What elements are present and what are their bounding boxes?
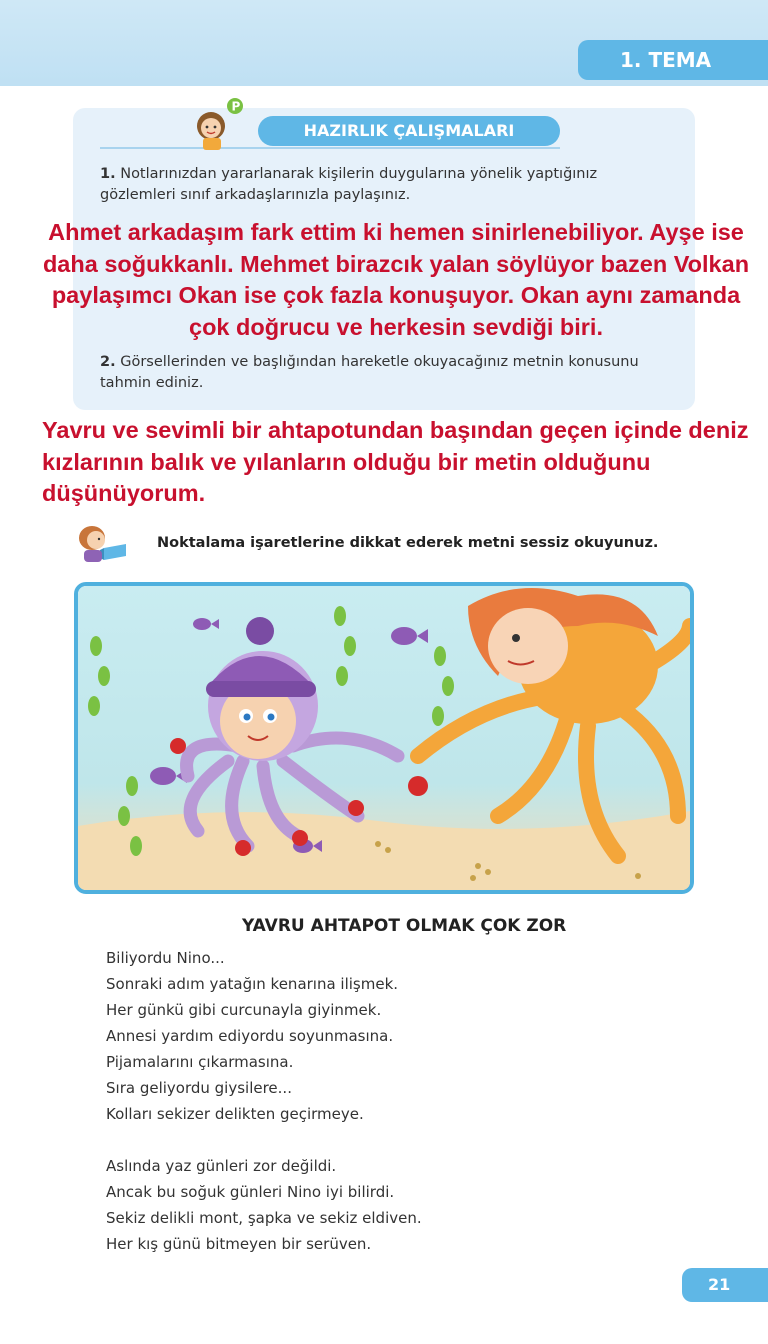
poem-title: YAVRU AHTAPOT OLMAK ÇOK ZOR: [242, 916, 567, 936]
poem-line: Ancak bu soğuk günleri Nino iyi bilirdi.: [106, 1183, 395, 1201]
poem-line: Sonraki adım yatağın kenarına ilişmek.: [106, 975, 399, 993]
reading-girl-icon: [70, 520, 132, 564]
poem-line: Sekiz delikli mont, şapka ve sekiz eldiven.: [106, 1209, 422, 1227]
question-1-text: Notlarınızdan yararlanarak kişilerin duygularına yönelik yaptığınız gözlemleri sınıf arkadaşlarınızla paylaşınız.: [100, 166, 598, 203]
poem-line: Annesi yardım ediyordu soyunmasına.: [106, 1027, 394, 1045]
handwritten-answer-1: Ahmet arkadaşım fark ettim ki hemen sinirlenebiliyor. Ayşe ise daha soğukkanlı. Mehmet birazcık yalan söylüyor bazen Volkan paylaşımcı Okan ise çok fazla konuşuyor. Okan aynı zamanda çok doğrucu ve herkesin sevdiği biri.: [42, 219, 750, 340]
poem-line: Kolları sekizer delikten geçirmeye.: [106, 1105, 364, 1123]
handwritten-answer-2: Yavru ve sevimli bir ahtapotundan başından geçen içinde deniz kızlarının balık ve yılanların olduğu bir metin olduğunu düşünüyorum.: [42, 417, 749, 506]
poem-line: Aslında yaz günleri zor değildi.: [106, 1157, 337, 1175]
page-number: 21: [682, 1268, 768, 1302]
preparation-title: HAZIRLIK ÇALIŞMALARI: [258, 116, 560, 146]
stanza-break: [106, 1127, 422, 1153]
theme-tab: 1. TEMA: [578, 40, 768, 80]
reading-instruction: Noktalama işaretlerine dikkat ederek metni sessiz okuyunuz.: [157, 535, 659, 551]
question-2: [100, 352, 672, 394]
question-2-text: Görsellerinden ve başlığından hareketle okuyacağınız metnin konusunu tahmin ediniz.: [100, 354, 639, 391]
octopus-illustration: [74, 582, 694, 894]
poem-line: Sıra geliyordu giysilere...: [106, 1079, 292, 1097]
question-1: [100, 164, 672, 206]
title-divider: [100, 147, 560, 149]
poem-line: Biliyordu Nino...: [106, 949, 225, 967]
poem-line: Pijamalarını çıkarmasına.: [106, 1053, 294, 1071]
poem-body: [106, 945, 422, 1257]
girl-mascot-icon: [185, 96, 245, 152]
question-1-number: 1.: [100, 166, 116, 182]
svg-text:P: P: [231, 99, 241, 114]
poem-line: Her günkü gibi curcunayla giyinmek.: [106, 1001, 382, 1019]
poem-line: Her kış günü bitmeyen bir serüven.: [106, 1235, 372, 1253]
illustration-scene: [78, 586, 690, 890]
question-2-number: 2.: [100, 354, 116, 370]
